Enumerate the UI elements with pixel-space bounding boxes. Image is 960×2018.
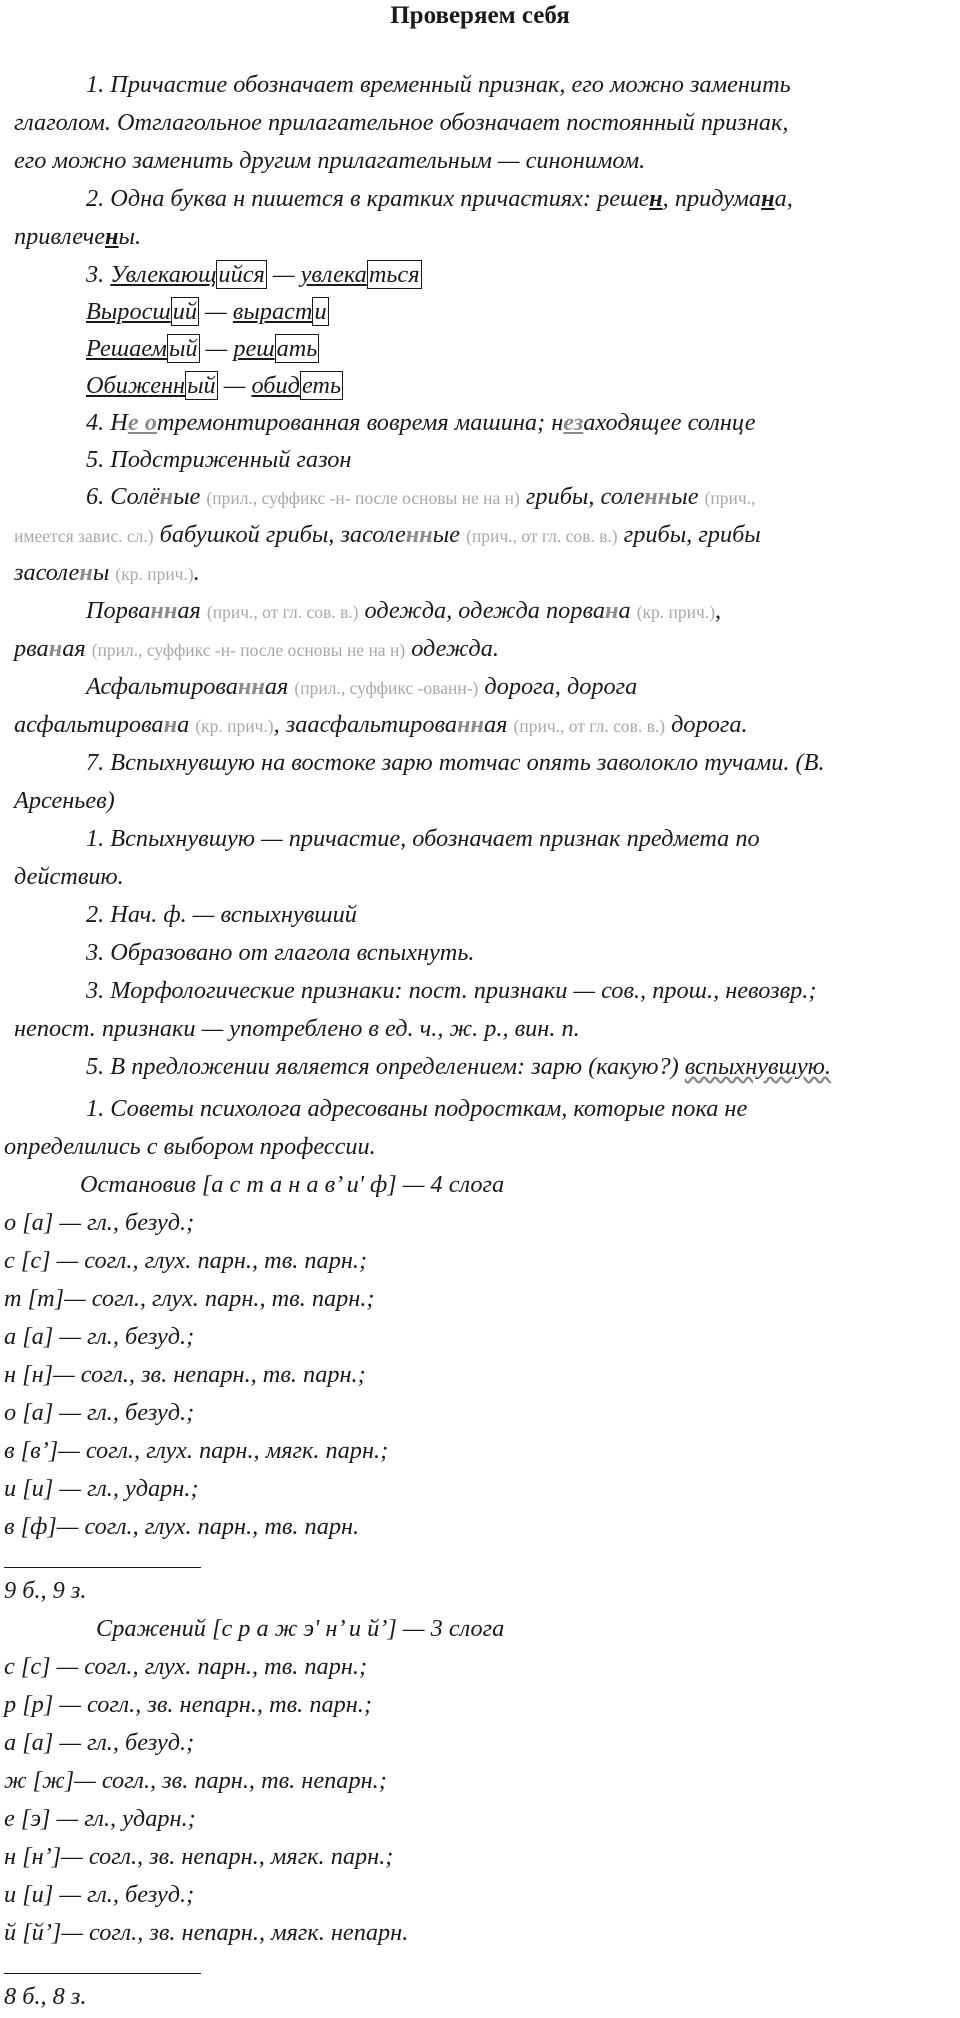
text-line: определились с выбором профессии. <box>4 1133 376 1160</box>
text-line: 2. Нач. ф. — вспыхнувший <box>86 901 357 928</box>
morpheme-line: Обиженный — обидеть <box>86 372 342 399</box>
text-line: 5. В предложении является определением: зарю (какую?) вспыхнувшую. <box>86 1053 831 1080</box>
word-stem: увлека <box>300 261 367 288</box>
phonetic-line: и [и] — гл., безуд.; <box>4 1881 195 1908</box>
text-line: засолены (кр. прич.). <box>14 559 200 586</box>
grammar-comment: (прич., <box>704 488 756 508</box>
grammar-comment: (кр. прич.) <box>115 564 194 584</box>
grammar-comment: (прил., суффикс -ованн-) <box>294 678 479 698</box>
phonetic-line: е [э] — гл., ударн.; <box>4 1805 196 1832</box>
morpheme-line: 3. Увлекающийся — увлекаться <box>86 261 420 288</box>
text-line: 7. Вспыхнувшую на востоке зарю тотчас опять заволокло тучами. (В. <box>86 749 825 776</box>
letter-marker: н <box>105 223 119 250</box>
text-line: 1. Советы психолога адресованы подросткам, которые пока не <box>86 1095 748 1122</box>
grammar-comment: (кр. прич.) <box>195 716 274 736</box>
grammar-comment: (кр. прич.) <box>636 602 716 622</box>
morpheme-line: Выросший — вырасти <box>86 298 327 325</box>
phonetic-header: Остановив [а с т а н а в’ и' ф] — 4 слога <box>80 1171 505 1198</box>
phonetic-line: т [т]— согл., глух. парн., тв. парн.; <box>4 1285 375 1312</box>
word-ending: ийся <box>218 261 265 288</box>
phonetic-header: Сражений [с р а ж э' н’ и й’] — 3 слога <box>96 1615 505 1642</box>
word-ending: ий <box>172 298 198 325</box>
word-ending: ый <box>187 372 216 399</box>
grammar-comment: (прил., суффикс -н- после основы не на н) <box>91 640 406 660</box>
phonetic-line: о [а] — гл., безуд.; <box>4 1399 195 1426</box>
text-line: 4. Не отремонтированная вовремя машина; незаходящее солнце <box>86 409 756 436</box>
phonetic-line: в [в’]— согл., глух. парн., мягк. парн.; <box>4 1437 389 1464</box>
text-line: 3. Образовано от глагола вспыхнуть. <box>86 939 475 966</box>
text-line: действию. <box>14 863 124 890</box>
text-line: 1. Причастие обозначает временный признак, его можно заменить <box>86 71 791 98</box>
grammar-comment: (прич., от гл. сов. в.) <box>466 526 618 546</box>
word-ending: ый <box>168 335 198 362</box>
text-line: 2. Одна буква н пишется в кратких причастиях: решен, придумана, <box>86 185 793 212</box>
word-stem: обид <box>251 372 300 399</box>
phonetic-summary: 9 б., 9 з. <box>4 1577 87 1604</box>
text-line: рваная (прил., суффикс -н- после основы не на н) одежда. <box>14 635 499 662</box>
phonetic-line: с [с] — согл., глух. парн., тв. парн.; <box>4 1247 368 1274</box>
phonetic-line: н [н]— согл., зв. непарн., тв. парн.; <box>4 1361 366 1388</box>
phonetic-line: и [и] — гл., ударн.; <box>4 1475 199 1502</box>
grammar-comment: имеется завис. сл.) <box>14 526 154 546</box>
letter-marker: н <box>761 185 775 212</box>
text-line: 5. Подстриженный газон <box>86 446 352 473</box>
text-line: асфальтирована (кр. прич.), заасфальтированная (прич., от гл. сов. в.) дорога. <box>14 711 748 738</box>
word-ending: ать <box>276 335 318 362</box>
phonetic-line: а [а] — гл., безуд.; <box>4 1729 195 1756</box>
phonetic-line: р [р] — согл., зв. непарн., тв. парн.; <box>4 1691 372 1718</box>
word-stem: Решаем <box>86 335 167 362</box>
text-line: Асфальтированная (прил., суффикс -ованн-) дорога, дорога <box>86 673 638 700</box>
divider <box>4 1567 201 1568</box>
phonetic-line: с [с] — согл., глух. парн., тв. парн.; <box>4 1653 368 1680</box>
text-line: привлечены. <box>14 223 142 250</box>
morpheme-line: Решаемый — решать <box>86 335 318 362</box>
word-ending: ться <box>368 261 420 288</box>
text-line: 3. Морфологические признаки: пост. признаки — сов., прош., невозвр.; <box>86 977 817 1004</box>
underlined-word: вспыхнувшую. <box>684 1053 831 1080</box>
word-stem: Обиженн <box>86 372 186 399</box>
text-line: 6. Солёные (прил., суффикс -н- после основы не на н) грибы, соленные (прич., <box>86 483 756 510</box>
phonetic-line: о [а] — гл., безуд.; <box>4 1209 195 1236</box>
page-title: Проверяем себя <box>390 2 570 29</box>
phonetic-line: н [н’]— согл., зв. непарн., мягк. парн.; <box>4 1843 394 1870</box>
text-line: Порванная (прич., от гл. сов. в.) одежда, одежда порвана (кр. прич.), <box>86 597 722 624</box>
text-line: 1. Вспыхнувшую — причастие, обозначает признак предмета по <box>86 825 760 852</box>
phonetic-line: а [а] — гл., безуд.; <box>4 1323 195 1350</box>
text-line: имеется завис. сл.) бабушкой грибы, засоленные (прич., от гл. сов. в.) грибы, грибы <box>14 521 761 548</box>
grammar-comment: (прич., от гл. сов. в.) <box>206 602 359 622</box>
text-line: Арсеньев) <box>14 787 115 814</box>
letter-marker: е о <box>127 409 157 436</box>
letter-marker: ез <box>563 409 584 436</box>
word-ending: и <box>314 298 327 325</box>
word-stem: Выросш <box>86 298 171 325</box>
text-line: глаголом. Отглагольное прилагательное обозначает постоянный признак, <box>14 109 789 136</box>
divider <box>4 1973 201 1974</box>
word-stem: Увлекающ <box>110 261 217 288</box>
phonetic-summary: 8 б., 8 з. <box>4 1983 87 2010</box>
text-line: его можно заменить другим прилагательным — синонимом. <box>14 147 646 174</box>
letter-marker: н <box>649 185 663 212</box>
grammar-comment: (прич., от гл. сов. в.) <box>513 716 666 736</box>
phonetic-line: в [ф]— согл., глух. парн., тв. парн. <box>4 1513 360 1540</box>
word-ending: еть <box>301 372 342 399</box>
text-line: непост. признаки — употреблено в ед. ч., ж. р., вин. п. <box>14 1015 580 1042</box>
grammar-comment: (прил., суффикс -н- после основы не на н) <box>206 488 520 508</box>
word-stem: выраст <box>232 298 313 325</box>
word-stem: реш <box>233 335 275 362</box>
phonetic-line: й [й’]— согл., зв. непарн., мягк. непарн. <box>4 1919 409 1946</box>
phonetic-line: ж [ж]— согл., зв. парн., тв. непарн.; <box>4 1767 387 1794</box>
